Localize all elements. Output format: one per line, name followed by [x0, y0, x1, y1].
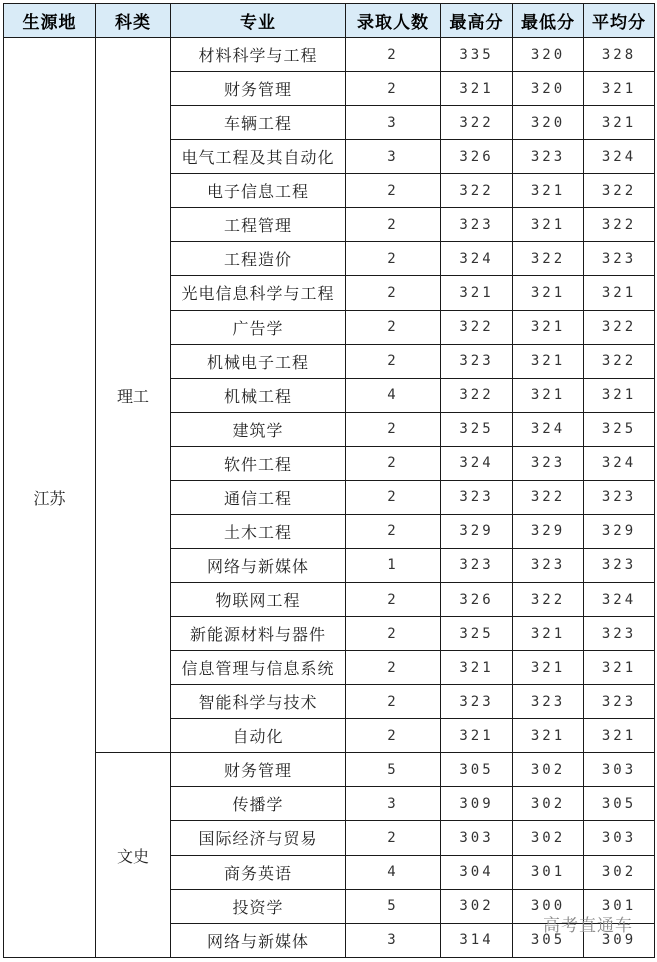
min-score-cell: 324: [513, 412, 584, 446]
admitted-cell: 2: [346, 685, 441, 719]
max-score-cell: 305: [441, 753, 513, 787]
max-score-cell: 322: [441, 174, 513, 208]
min-score-cell: 321: [513, 719, 584, 753]
min-score-cell: 321: [513, 174, 584, 208]
avg-score-cell: 324: [584, 446, 655, 480]
avg-score-cell: 321: [584, 651, 655, 685]
max-score-cell: 325: [441, 412, 513, 446]
avg-score-cell: 325: [584, 412, 655, 446]
min-score-cell: 321: [513, 310, 584, 344]
major-cell: 建筑学: [171, 412, 346, 446]
table-row: [4, 753, 655, 787]
admitted-cell: 1: [346, 548, 441, 582]
category-cell: 文史: [96, 753, 171, 958]
max-score-cell: 325: [441, 617, 513, 651]
avg-score-cell: 321: [584, 378, 655, 412]
max-score-cell: 323: [441, 685, 513, 719]
header-min-score: 最低分: [513, 4, 584, 38]
admitted-cell: 2: [346, 38, 441, 72]
max-score-cell: 335: [441, 38, 513, 72]
avg-score-cell: 303: [584, 821, 655, 855]
header-category: 科类: [96, 4, 171, 38]
admitted-cell: 2: [346, 174, 441, 208]
max-score-cell: 322: [441, 378, 513, 412]
avg-score-cell: 303: [584, 753, 655, 787]
min-score-cell: 329: [513, 514, 584, 548]
watermark: 高考直通车: [543, 916, 633, 936]
major-cell: 工程管理: [171, 208, 346, 242]
min-score-cell: 320: [513, 106, 584, 140]
max-score-cell: 326: [441, 140, 513, 174]
major-cell: 网络与新媒体: [171, 923, 346, 957]
admitted-cell: 2: [346, 719, 441, 753]
min-score-cell: 321: [513, 208, 584, 242]
major-cell: 土木工程: [171, 514, 346, 548]
admitted-cell: 3: [346, 923, 441, 957]
max-score-cell: 323: [441, 480, 513, 514]
category-cell: 理工: [96, 38, 171, 753]
major-cell: 材料科学与工程: [171, 38, 346, 72]
avg-score-cell: 322: [584, 310, 655, 344]
admitted-cell: 3: [346, 140, 441, 174]
avg-score-cell: 323: [584, 242, 655, 276]
major-cell: 信息管理与信息系统: [171, 651, 346, 685]
major-cell: 机械工程: [171, 378, 346, 412]
table-body: [4, 38, 655, 958]
min-score-cell: 323: [513, 446, 584, 480]
admitted-cell: 4: [346, 855, 441, 889]
min-score-cell: 321: [513, 378, 584, 412]
min-score-cell: 321: [513, 617, 584, 651]
avg-score-cell: 321: [584, 719, 655, 753]
major-cell: 国际经济与贸易: [171, 821, 346, 855]
major-cell: 软件工程: [171, 446, 346, 480]
avg-score-cell: 328: [584, 38, 655, 72]
min-score-cell: 323: [513, 140, 584, 174]
major-cell: 财务管理: [171, 753, 346, 787]
major-cell: 自动化: [171, 719, 346, 753]
max-score-cell: 321: [441, 276, 513, 310]
header-region: 生源地: [4, 4, 96, 38]
major-cell: 机械电子工程: [171, 344, 346, 378]
max-score-cell: 321: [441, 651, 513, 685]
major-cell: 传播学: [171, 787, 346, 821]
max-score-cell: 323: [441, 344, 513, 378]
min-score-cell: 300: [513, 889, 584, 923]
major-cell: 工程造价: [171, 242, 346, 276]
major-cell: 广告学: [171, 310, 346, 344]
min-score-cell: 320: [513, 72, 584, 106]
max-score-cell: 324: [441, 242, 513, 276]
avg-score-cell: 301: [584, 889, 655, 923]
admitted-cell: 3: [346, 787, 441, 821]
admitted-cell: 4: [346, 378, 441, 412]
major-cell: 电气工程及其自动化: [171, 140, 346, 174]
admitted-cell: 2: [346, 208, 441, 242]
major-cell: 通信工程: [171, 480, 346, 514]
min-score-cell: 321: [513, 651, 584, 685]
min-score-cell: 302: [513, 753, 584, 787]
min-score-cell: 323: [513, 685, 584, 719]
major-cell: 电子信息工程: [171, 174, 346, 208]
region-cell: 江苏: [4, 38, 96, 958]
admitted-cell: 2: [346, 651, 441, 685]
max-score-cell: 323: [441, 208, 513, 242]
table-header-row: [4, 4, 655, 38]
admitted-cell: 2: [346, 276, 441, 310]
min-score-cell: 322: [513, 480, 584, 514]
major-cell: 物联网工程: [171, 583, 346, 617]
admission-scores-table: [3, 3, 655, 958]
max-score-cell: 314: [441, 923, 513, 957]
admitted-cell: 2: [346, 412, 441, 446]
avg-score-cell: 321: [584, 72, 655, 106]
min-score-cell: 302: [513, 787, 584, 821]
avg-score-cell: 321: [584, 106, 655, 140]
header-avg-score: 平均分: [584, 4, 655, 38]
max-score-cell: 321: [441, 72, 513, 106]
avg-score-cell: 322: [584, 174, 655, 208]
admitted-cell: 5: [346, 889, 441, 923]
admitted-cell: 2: [346, 514, 441, 548]
admitted-cell: 2: [346, 617, 441, 651]
min-score-cell: 321: [513, 344, 584, 378]
admitted-cell: 2: [346, 480, 441, 514]
admitted-cell: 2: [346, 344, 441, 378]
avg-score-cell: 323: [584, 617, 655, 651]
major-cell: 网络与新媒体: [171, 548, 346, 582]
major-cell: 光电信息科学与工程: [171, 276, 346, 310]
max-score-cell: 329: [441, 514, 513, 548]
major-cell: 智能科学与技术: [171, 685, 346, 719]
max-score-cell: 326: [441, 583, 513, 617]
admitted-cell: 3: [346, 106, 441, 140]
major-cell: 投资学: [171, 889, 346, 923]
avg-score-cell: 322: [584, 344, 655, 378]
major-cell: 车辆工程: [171, 106, 346, 140]
avg-score-cell: 305: [584, 787, 655, 821]
min-score-cell: 301: [513, 855, 584, 889]
header-max-score: 最高分: [441, 4, 513, 38]
avg-score-cell: 329: [584, 514, 655, 548]
admitted-cell: 2: [346, 242, 441, 276]
avg-score-cell: 321: [584, 276, 655, 310]
admitted-cell: 2: [346, 446, 441, 480]
avg-score-cell: 323: [584, 685, 655, 719]
avg-score-cell: 324: [584, 140, 655, 174]
admitted-cell: 2: [346, 310, 441, 344]
avg-score-cell: 323: [584, 548, 655, 582]
header-major: 专业: [171, 4, 346, 38]
major-cell: 新能源材料与器件: [171, 617, 346, 651]
min-score-cell: 320: [513, 38, 584, 72]
min-score-cell: 323: [513, 548, 584, 582]
max-score-cell: 309: [441, 787, 513, 821]
major-cell: 财务管理: [171, 72, 346, 106]
table-row: [4, 38, 655, 72]
max-score-cell: 324: [441, 446, 513, 480]
max-score-cell: 302: [441, 889, 513, 923]
avg-score-cell: 323: [584, 480, 655, 514]
min-score-cell: 322: [513, 242, 584, 276]
avg-score-cell: 322: [584, 208, 655, 242]
major-cell: 商务英语: [171, 855, 346, 889]
avg-score-cell: 302: [584, 855, 655, 889]
min-score-cell: 322: [513, 583, 584, 617]
max-score-cell: 322: [441, 310, 513, 344]
max-score-cell: 323: [441, 548, 513, 582]
admitted-cell: 2: [346, 583, 441, 617]
min-score-cell: 321: [513, 276, 584, 310]
min-score-cell: 305: [513, 923, 584, 957]
avg-score-cell: 309: [584, 923, 655, 957]
admitted-cell: 2: [346, 821, 441, 855]
header-admitted: 录取人数: [346, 4, 441, 38]
min-score-cell: 302: [513, 821, 584, 855]
avg-score-cell: 324: [584, 583, 655, 617]
max-score-cell: 304: [441, 855, 513, 889]
max-score-cell: 303: [441, 821, 513, 855]
admitted-cell: 5: [346, 753, 441, 787]
max-score-cell: 321: [441, 719, 513, 753]
max-score-cell: 322: [441, 106, 513, 140]
admitted-cell: 2: [346, 72, 441, 106]
